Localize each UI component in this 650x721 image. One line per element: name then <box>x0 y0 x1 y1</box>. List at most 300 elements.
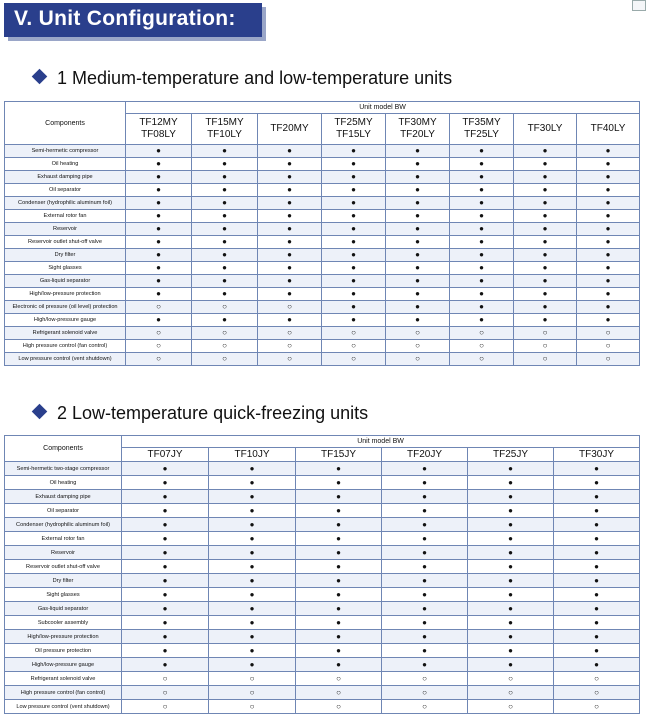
standard-mark: ● <box>382 588 468 602</box>
standard-mark: ● <box>126 288 192 301</box>
standard-mark: ● <box>382 532 468 546</box>
standard-mark: ● <box>554 504 640 518</box>
model-name: TF30LY <box>527 123 563 134</box>
standard-mark: ● <box>209 560 296 574</box>
standard-mark: ● <box>258 197 322 210</box>
optional-mark: ○ <box>468 672 554 686</box>
standard-mark: ● <box>386 236 450 249</box>
table-row <box>5 275 640 288</box>
standard-mark: ● <box>192 158 258 171</box>
model-name: TF10JY <box>234 448 270 460</box>
standard-mark: ● <box>296 504 382 518</box>
standard-mark: ● <box>450 249 514 262</box>
standard-mark: ● <box>386 158 450 171</box>
optional-mark: ○ <box>126 340 192 353</box>
standard-mark: ● <box>209 546 296 560</box>
optional-mark: ○ <box>322 327 386 340</box>
standard-mark: ● <box>322 275 386 288</box>
optional-mark: ○ <box>258 353 322 366</box>
model-header-cell <box>554 448 640 462</box>
standard-mark: ● <box>192 275 258 288</box>
component-label: Exhaust damping pipe <box>5 171 126 184</box>
table-row <box>5 353 640 366</box>
optional-mark: ○ <box>258 327 322 340</box>
standard-mark: ● <box>296 630 382 644</box>
standard-mark: ● <box>296 490 382 504</box>
standard-mark: ● <box>468 616 554 630</box>
standard-mark: ● <box>322 301 386 314</box>
table-row <box>5 602 640 616</box>
standard-mark: ● <box>258 249 322 262</box>
table-row <box>5 288 640 301</box>
standard-mark: ● <box>322 262 386 275</box>
standard-mark: ● <box>122 546 209 560</box>
standard-mark: ● <box>209 532 296 546</box>
table-row <box>5 588 640 602</box>
model-name: TF12MY <box>139 117 178 128</box>
model-name: TF25JY <box>492 448 528 460</box>
standard-mark: ● <box>514 145 577 158</box>
model-header-cell <box>386 114 450 145</box>
standard-mark: ● <box>514 236 577 249</box>
table-row <box>5 560 640 574</box>
table-row <box>5 314 640 327</box>
standard-mark: ● <box>468 602 554 616</box>
standard-mark: ● <box>554 630 640 644</box>
standard-mark: ● <box>577 210 640 223</box>
model-header-cell <box>450 114 514 145</box>
component-label: High/low-pressure protection <box>5 288 126 301</box>
component-label: Subcooler assembly <box>5 616 122 630</box>
standard-mark: ● <box>209 518 296 532</box>
standard-mark: ● <box>554 476 640 490</box>
standard-mark: ● <box>450 236 514 249</box>
section1-heading-container <box>34 68 452 89</box>
table-row <box>5 504 640 518</box>
standard-mark: ● <box>122 658 209 672</box>
standard-mark: ● <box>126 314 192 327</box>
standard-mark: ● <box>296 658 382 672</box>
standard-mark: ● <box>322 314 386 327</box>
standard-mark: ● <box>122 588 209 602</box>
section-title-banner <box>4 3 262 37</box>
component-label: Reservoir <box>5 223 126 236</box>
standard-mark: ● <box>258 314 322 327</box>
section2-heading: 2 Low-temperature quick-freezing units <box>57 403 369 423</box>
unit-config-table-1 <box>4 101 640 366</box>
standard-mark: ● <box>468 490 554 504</box>
table-row <box>5 327 640 340</box>
standard-mark: ● <box>468 644 554 658</box>
document-icon <box>632 0 646 11</box>
standard-mark: ● <box>126 197 192 210</box>
table-row <box>5 158 640 171</box>
model-header-cell <box>514 114 577 145</box>
standard-mark: ● <box>122 574 209 588</box>
standard-mark: ● <box>468 476 554 490</box>
standard-mark: ● <box>209 602 296 616</box>
standard-mark: ● <box>126 210 192 223</box>
standard-mark: ● <box>258 262 322 275</box>
diamond-bullet-icon <box>32 404 48 420</box>
standard-mark: ● <box>258 210 322 223</box>
standard-mark: ● <box>126 236 192 249</box>
standard-mark: ● <box>296 532 382 546</box>
model-name: TF25MY <box>334 117 373 128</box>
standard-mark: ● <box>192 314 258 327</box>
standard-mark: ● <box>554 532 640 546</box>
standard-mark: ● <box>209 490 296 504</box>
optional-mark: ○ <box>296 672 382 686</box>
standard-mark: ● <box>386 314 450 327</box>
standard-mark: ● <box>554 658 640 672</box>
table-row <box>5 223 640 236</box>
standard-mark: ● <box>577 275 640 288</box>
optional-mark: ○ <box>468 686 554 700</box>
standard-mark: ● <box>122 602 209 616</box>
optional-mark: ○ <box>386 353 450 366</box>
optional-mark: ○ <box>322 353 386 366</box>
unit-model-header: Unit model BW <box>122 436 640 448</box>
standard-mark: ● <box>258 145 322 158</box>
standard-mark: ● <box>577 249 640 262</box>
standard-mark: ● <box>554 546 640 560</box>
optional-mark: ○ <box>386 340 450 353</box>
standard-mark: ● <box>514 184 577 197</box>
model-header-cell <box>209 448 296 462</box>
model-name: TF20LY <box>400 129 435 140</box>
section2-heading-container <box>34 403 368 424</box>
standard-mark: ● <box>450 158 514 171</box>
standard-mark: ● <box>468 532 554 546</box>
standard-mark: ● <box>514 249 577 262</box>
standard-mark: ● <box>296 602 382 616</box>
model-name: TF08LY <box>141 129 176 140</box>
optional-mark: ○ <box>577 353 640 366</box>
model-name: TF30MY <box>398 117 437 128</box>
standard-mark: ● <box>122 490 209 504</box>
component-label: Semi-hermetic two-stage compressor <box>5 462 122 476</box>
model-header-cell <box>122 448 209 462</box>
standard-mark: ● <box>382 462 468 476</box>
standard-mark: ● <box>468 574 554 588</box>
section1-heading: 1 Medium-temperature and low-temperature units <box>57 68 453 88</box>
standard-mark: ● <box>296 518 382 532</box>
model-header-cell <box>577 114 640 145</box>
model-header-cell <box>382 448 468 462</box>
standard-mark: ● <box>322 249 386 262</box>
optional-mark: ○ <box>450 327 514 340</box>
unit-model-header: Unit model BW <box>126 102 640 114</box>
standard-mark: ● <box>450 288 514 301</box>
component-label: Low pressure control (vent shutdown) <box>5 700 122 714</box>
optional-mark: ○ <box>209 672 296 686</box>
component-label: Exhaust damping pipe <box>5 490 122 504</box>
standard-mark: ● <box>126 158 192 171</box>
standard-mark: ● <box>514 275 577 288</box>
standard-mark: ● <box>122 532 209 546</box>
standard-mark: ● <box>468 518 554 532</box>
table-row <box>5 462 640 476</box>
standard-mark: ● <box>296 560 382 574</box>
optional-mark: ○ <box>126 353 192 366</box>
model-name: TF35MY <box>462 117 501 128</box>
component-label: Oil separator <box>5 184 126 197</box>
standard-mark: ● <box>554 560 640 574</box>
model-header-cell <box>258 114 322 145</box>
optional-mark: ○ <box>382 686 468 700</box>
model-name: TF20JY <box>406 448 442 460</box>
component-label: External rotor fan <box>5 210 126 223</box>
standard-mark: ● <box>126 184 192 197</box>
standard-mark: ● <box>122 518 209 532</box>
unit-config-table-2 <box>4 435 640 714</box>
standard-mark: ● <box>382 504 468 518</box>
standard-mark: ● <box>126 171 192 184</box>
standard-mark: ● <box>468 546 554 560</box>
optional-mark: ○ <box>126 301 192 314</box>
component-label: Reservoir <box>5 546 122 560</box>
standard-mark: ● <box>577 301 640 314</box>
standard-mark: ● <box>468 504 554 518</box>
standard-mark: ● <box>296 462 382 476</box>
standard-mark: ● <box>468 462 554 476</box>
standard-mark: ● <box>322 171 386 184</box>
optional-mark: ○ <box>386 327 450 340</box>
standard-mark: ● <box>577 184 640 197</box>
optional-mark: ○ <box>296 700 382 714</box>
standard-mark: ● <box>322 236 386 249</box>
standard-mark: ● <box>450 184 514 197</box>
component-label: Low pressure control (vent shutdown) <box>5 353 126 366</box>
component-label: Gas-liquid separator <box>5 275 126 288</box>
standard-mark: ● <box>126 262 192 275</box>
optional-mark: ○ <box>554 686 640 700</box>
component-label: Oil separator <box>5 504 122 518</box>
standard-mark: ● <box>258 158 322 171</box>
standard-mark: ● <box>577 236 640 249</box>
standard-mark: ● <box>209 574 296 588</box>
table-row <box>5 197 640 210</box>
standard-mark: ● <box>322 197 386 210</box>
component-label: Sight glasses <box>5 588 122 602</box>
standard-mark: ● <box>192 197 258 210</box>
table-row <box>5 644 640 658</box>
standard-mark: ● <box>322 145 386 158</box>
component-label: Condenser (hydrophilic aluminum foil) <box>5 197 126 210</box>
standard-mark: ● <box>386 275 450 288</box>
standard-mark: ● <box>126 145 192 158</box>
component-label: Dry filter <box>5 249 126 262</box>
standard-mark: ● <box>192 262 258 275</box>
optional-mark: ○ <box>577 327 640 340</box>
component-label: Reservoir outlet shut-off valve <box>5 236 126 249</box>
component-label: Dry filter <box>5 574 122 588</box>
page-title: V. Unit Configuration: <box>14 7 236 30</box>
component-label: Reservoir outlet shut-off valve <box>5 560 122 574</box>
standard-mark: ● <box>209 476 296 490</box>
standard-mark: ● <box>296 588 382 602</box>
standard-mark: ● <box>450 223 514 236</box>
standard-mark: ● <box>514 171 577 184</box>
standard-mark: ● <box>382 644 468 658</box>
standard-mark: ● <box>322 158 386 171</box>
standard-mark: ● <box>468 658 554 672</box>
table-row <box>5 658 640 672</box>
standard-mark: ● <box>192 249 258 262</box>
standard-mark: ● <box>468 560 554 574</box>
optional-mark: ○ <box>554 672 640 686</box>
optional-mark: ○ <box>468 700 554 714</box>
standard-mark: ● <box>126 249 192 262</box>
standard-mark: ● <box>386 288 450 301</box>
component-label: Sight glasses <box>5 262 126 275</box>
optional-mark: ○ <box>126 327 192 340</box>
standard-mark: ● <box>296 546 382 560</box>
standard-mark: ● <box>209 616 296 630</box>
standard-mark: ● <box>122 616 209 630</box>
optional-mark: ○ <box>296 686 382 700</box>
optional-mark: ○ <box>450 340 514 353</box>
table-row <box>5 630 640 644</box>
standard-mark: ● <box>192 223 258 236</box>
standard-mark: ● <box>258 223 322 236</box>
standard-mark: ● <box>192 236 258 249</box>
standard-mark: ● <box>554 574 640 588</box>
optional-mark: ○ <box>450 353 514 366</box>
standard-mark: ● <box>514 301 577 314</box>
model-name: TF15MY <box>205 117 244 128</box>
standard-mark: ● <box>296 616 382 630</box>
standard-mark: ● <box>122 630 209 644</box>
table-row <box>5 686 640 700</box>
standard-mark: ● <box>577 262 640 275</box>
standard-mark: ● <box>192 210 258 223</box>
standard-mark: ● <box>514 262 577 275</box>
optional-mark: ○ <box>122 700 209 714</box>
standard-mark: ● <box>122 560 209 574</box>
standard-mark: ● <box>450 275 514 288</box>
standard-mark: ● <box>382 560 468 574</box>
model-header-cell <box>126 114 192 145</box>
optional-mark: ○ <box>514 353 577 366</box>
optional-mark: ○ <box>192 340 258 353</box>
table-row <box>5 210 640 223</box>
optional-mark: ○ <box>258 301 322 314</box>
standard-mark: ● <box>382 616 468 630</box>
table-row <box>5 518 640 532</box>
model-header-cell <box>468 448 554 462</box>
component-label: External rotor fan <box>5 532 122 546</box>
model-header-cell <box>296 448 382 462</box>
optional-mark: ○ <box>382 672 468 686</box>
optional-mark: ○ <box>322 340 386 353</box>
standard-mark: ● <box>382 490 468 504</box>
optional-mark: ○ <box>192 353 258 366</box>
standard-mark: ● <box>577 223 640 236</box>
standard-mark: ● <box>192 184 258 197</box>
model-name: TF20MY <box>270 123 309 134</box>
standard-mark: ● <box>386 223 450 236</box>
standard-mark: ● <box>386 262 450 275</box>
table-row <box>5 672 640 686</box>
standard-mark: ● <box>386 249 450 262</box>
table-row <box>5 476 640 490</box>
table-row <box>5 249 640 262</box>
component-label: High/low-pressure gauge <box>5 658 122 672</box>
model-name: TF25LY <box>464 129 499 140</box>
standard-mark: ● <box>382 658 468 672</box>
table-row <box>5 532 640 546</box>
standard-mark: ● <box>577 197 640 210</box>
standard-mark: ● <box>514 158 577 171</box>
standard-mark: ● <box>122 644 209 658</box>
model-name: TF07JY <box>147 448 183 460</box>
component-label: Condenser (hydrophilic aluminum foil) <box>5 518 122 532</box>
standard-mark: ● <box>382 518 468 532</box>
standard-mark: ● <box>514 288 577 301</box>
model-name: TF15LY <box>336 129 371 140</box>
components-header: Components <box>5 436 122 462</box>
standard-mark: ● <box>554 602 640 616</box>
model-header-cell <box>322 114 386 145</box>
standard-mark: ● <box>386 145 450 158</box>
standard-mark: ● <box>382 602 468 616</box>
optional-mark: ○ <box>192 327 258 340</box>
standard-mark: ● <box>192 288 258 301</box>
standard-mark: ● <box>577 171 640 184</box>
standard-mark: ● <box>577 145 640 158</box>
standard-mark: ● <box>382 630 468 644</box>
standard-mark: ● <box>209 644 296 658</box>
standard-mark: ● <box>258 171 322 184</box>
standard-mark: ● <box>122 504 209 518</box>
standard-mark: ● <box>514 223 577 236</box>
table-row <box>5 301 640 314</box>
standard-mark: ● <box>450 145 514 158</box>
standard-mark: ● <box>554 462 640 476</box>
standard-mark: ● <box>209 630 296 644</box>
table-row <box>5 616 640 630</box>
standard-mark: ● <box>258 275 322 288</box>
standard-mark: ● <box>386 184 450 197</box>
model-name: TF10LY <box>207 129 242 140</box>
standard-mark: ● <box>258 288 322 301</box>
optional-mark: ○ <box>382 700 468 714</box>
component-label: Oil heating <box>5 476 122 490</box>
standard-mark: ● <box>554 644 640 658</box>
standard-mark: ● <box>450 262 514 275</box>
standard-mark: ● <box>209 658 296 672</box>
component-label: Gas-liquid separator <box>5 602 122 616</box>
standard-mark: ● <box>122 476 209 490</box>
standard-mark: ● <box>386 171 450 184</box>
standard-mark: ● <box>386 210 450 223</box>
standard-mark: ● <box>554 518 640 532</box>
standard-mark: ● <box>122 462 209 476</box>
standard-mark: ● <box>258 236 322 249</box>
table-row <box>5 490 640 504</box>
component-label: High pressure control (fan control) <box>5 340 126 353</box>
optional-mark: ○ <box>258 340 322 353</box>
standard-mark: ● <box>322 184 386 197</box>
table-row <box>5 184 640 197</box>
standard-mark: ● <box>296 644 382 658</box>
optional-mark: ○ <box>209 700 296 714</box>
standard-mark: ● <box>322 288 386 301</box>
standard-mark: ● <box>554 588 640 602</box>
table-row <box>5 574 640 588</box>
